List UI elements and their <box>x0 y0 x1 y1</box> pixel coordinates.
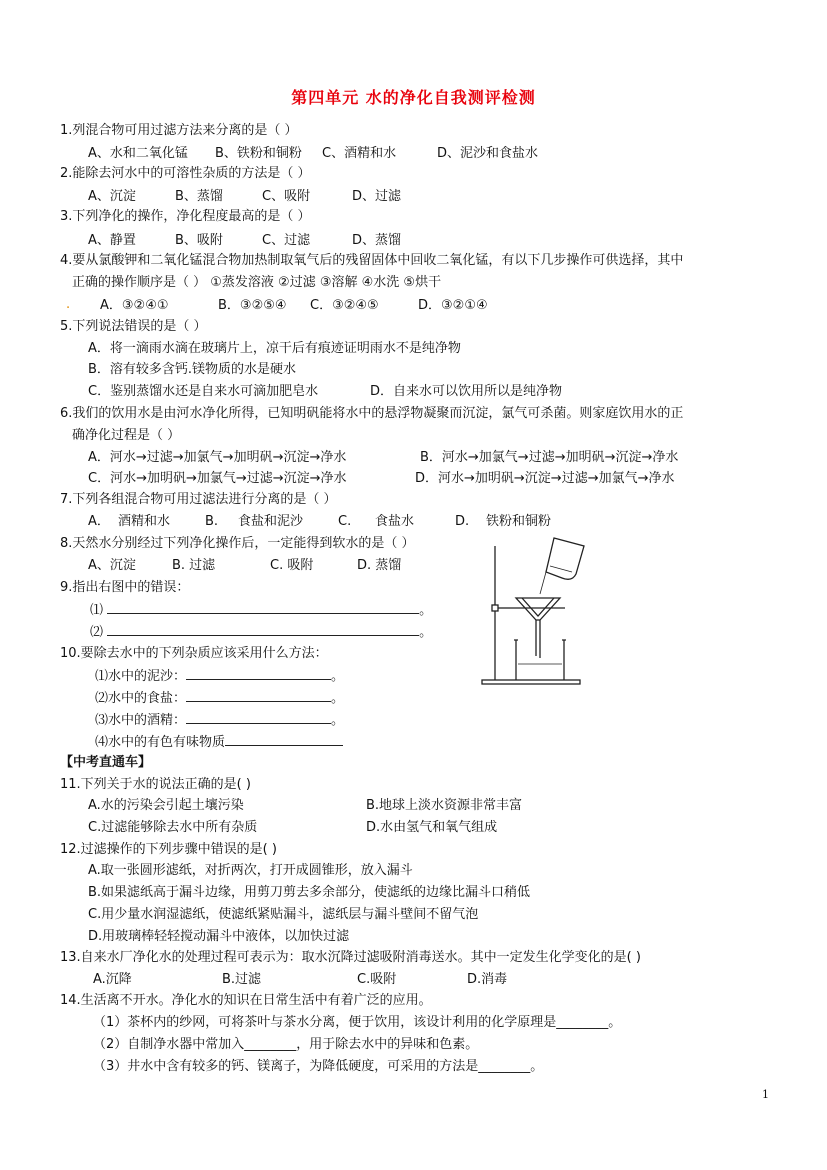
answer-blank[interactable] <box>107 600 419 614</box>
q7-option-c-letter: C. <box>338 514 352 529</box>
q10-part-2-label: ⑵水中的食盐： <box>95 691 187 706</box>
page-title: 第四单元 水的净化自我测评检测 <box>291 88 536 107</box>
question-7-stem: 7.下列各组混合物可用过滤法进行分离的是（ ） <box>60 492 337 507</box>
period: 。 <box>419 603 433 618</box>
q4-option-b: B．③②⑤④ <box>218 298 287 313</box>
q14-part-3: （3）井水中含有较多的钙、镁离子，为降低硬度，可采用的方法是________。 <box>93 1059 544 1074</box>
q5-option-d: D．自来水可以饮用所以是纯净物 <box>370 384 563 399</box>
question-13-stem: 13.自来水厂净化水的处理过程可表示为：取水沉降过滤吸附消毒送水。其中一定发生化学变化的是( ) <box>60 950 641 965</box>
answer-blank[interactable] <box>186 710 331 724</box>
question-8-stem: 8.天然水分别经过下列净化操作后，一定能得到软水的是（ ） <box>60 536 415 551</box>
question-11-stem: 11.下列关于水的说法正确的是( ) <box>60 777 251 792</box>
q9-part-1 <box>90 600 432 619</box>
stand-base <box>482 680 580 684</box>
question-14-stem: 14.生活离不开水。净化水的知识在日常生活中有着广泛的应用。 <box>60 993 432 1008</box>
question-3-stem: 3.下列净化的操作，净化程度最高的是（ ） <box>60 209 311 224</box>
q10-part-4 <box>95 732 343 751</box>
q1-option-c: C、酒精和水 <box>322 146 397 161</box>
q10-part-3-label: ⑶水中的酒精： <box>95 713 187 728</box>
answer-blank[interactable] <box>186 666 331 680</box>
period: 。 <box>331 691 345 706</box>
answer-blank[interactable] <box>186 688 331 702</box>
q5-option-b: B．溶有较多含钙.镁物质的水是硬水 <box>88 362 297 377</box>
q14-part-2: （2）自制净水器中常加入________，用于除去水中的异味和色素。 <box>93 1037 479 1052</box>
q4-option-d: D．③②①④ <box>418 298 488 313</box>
q5-option-a: A．将一滴雨水滴在玻璃片上，凉干后有痕迹证明雨水不是纯净物 <box>88 341 461 356</box>
question-10-stem: 10.要除去水中的下列杂质应该采用什么方法： <box>60 646 328 661</box>
q10-part-3 <box>95 710 344 729</box>
period: 。 <box>331 669 345 684</box>
q1-option-a: A、水和二氧化锰 <box>88 146 188 161</box>
q8-option-d: D. 蒸馏 <box>357 558 402 573</box>
q13-option-c: C.吸附 <box>357 972 397 987</box>
q6-option-b: B．河水→加氯气→过滤→加明矾→沉淀→净水 <box>420 450 679 465</box>
q4-option-a: A．③②④① <box>100 298 169 313</box>
q11-option-b: B.地球上淡水资源非常丰富 <box>366 798 523 813</box>
q9-part-2 <box>90 622 432 641</box>
q7-option-a: 酒精和水 <box>118 514 171 529</box>
question-12-stem: 12.过滤操作的下列步骤中错误的是( ) <box>60 842 277 857</box>
q13-option-d: D.消毒 <box>467 972 508 987</box>
q2-option-a: A、沉淀 <box>88 189 136 204</box>
q12-option-b: B.如果滤纸高于漏斗边缘，用剪刀剪去多余部分，使滤纸的边缘比漏斗口稍低 <box>88 885 531 900</box>
q10-part-4-label: ⑷水中的有色有味物质 <box>95 735 226 750</box>
q2-option-b: B、蒸馏 <box>175 189 223 204</box>
q6-option-a: A．河水→过滤→加氯气→加明矾→沉淀→净水 <box>88 450 347 465</box>
q6-option-d: D．河水→加明矾→沉淀→过滤→加氯气→净水 <box>415 471 675 486</box>
q11-option-a: A.水的污染会引起土壤污染 <box>88 798 244 813</box>
q10-part-2 <box>95 688 344 707</box>
q2-option-d: D、过滤 <box>352 189 402 204</box>
q4-option-c: C．③②④⑤ <box>310 298 379 313</box>
q10-part-1 <box>95 666 344 685</box>
question-6-stem: 6.我们的饮用水是由河水净化所得，已知明矾能将水中的悬浮物凝聚而沉淀，氯气可杀菌。则家庭饮用水的正 <box>60 406 684 421</box>
question-5-stem: 5.下列说法错误的是（ ） <box>60 319 207 334</box>
q7-option-d: 铁粉和铜粉 <box>486 514 552 529</box>
question-4-stem-line2: 正确的操作顺序是（ ） ①蒸发溶液 ②过滤 ③溶解 ④水洗 ⑤烘干 <box>72 275 442 290</box>
q7-option-d-letter: D. <box>455 514 470 529</box>
filter-paper <box>522 598 554 616</box>
question-6-stem-line2: 确净化过程是（ ） <box>72 428 181 443</box>
q12-option-a: A.取一张圆形滤纸，对折两次，打开成圆锥形，放入漏斗 <box>88 863 413 878</box>
q3-option-b: B、吸附 <box>175 233 223 248</box>
glass-rod <box>540 572 546 594</box>
question-4-stem: 4.要从氯酸钾和二氧化锰混合物加热制取氧气后的残留固体中回收二氧化锰，有以下几步操作可供选择，其中 <box>60 253 684 268</box>
filtration-apparatus-diagram <box>480 536 590 688</box>
q8-option-b: B. 过滤 <box>172 558 216 573</box>
question-2-stem: 2.能除去河水中的可溶性杂质的方法是（ ） <box>60 166 311 181</box>
question-1-stem: 1.列混合物可用过滤方法来分离的是（ ） <box>60 123 298 138</box>
q3-option-d: D、蒸馏 <box>352 233 402 248</box>
q12-option-d: D.用玻璃棒轻轻搅动漏斗中液体，以加快过滤 <box>88 929 350 944</box>
q11-option-d: D.水由氢气和氧气组成 <box>366 820 498 835</box>
period: 。 <box>331 713 345 728</box>
q1-option-b: B、铁粉和铜粉 <box>215 146 302 161</box>
q8-option-c: C. 吸附 <box>270 558 314 573</box>
q9-part-2-label: ⑵ <box>90 625 104 640</box>
section-heading: 【中考直通车】 <box>60 755 152 770</box>
q3-option-a: A、静置 <box>88 233 136 248</box>
q9-part-1-label: ⑴ <box>90 603 104 618</box>
q5-option-c: C．鉴别蒸馏水还是自来水可滴加肥皂水 <box>88 384 319 399</box>
q6-option-c: C．河水→加明矾→加氯气→过滤→沉淀→净水 <box>88 471 347 486</box>
page-number: 1 <box>762 1088 769 1101</box>
q8-option-a: A、沉淀 <box>88 558 136 573</box>
q10-part-1-label: ⑴水中的泥沙： <box>95 669 187 684</box>
q7-option-c: 食盐水 <box>375 514 415 529</box>
q1-option-d: D、泥沙和食盐水 <box>437 146 539 161</box>
q7-option-a-letter: A． <box>88 514 110 529</box>
q7-option-b-letter: B. <box>205 514 219 529</box>
q13-option-b: B.过滤 <box>222 972 262 987</box>
q14-part-1: （1）茶杯内的纱网，可将茶叶与茶水分离，便于饮用，该设计利用的化学原理是________。 <box>93 1015 622 1030</box>
q7-option-b: 食盐和泥沙 <box>238 514 304 529</box>
marker-dot: . <box>66 297 71 312</box>
answer-blank[interactable] <box>225 732 343 746</box>
q3-option-c: C、过滤 <box>262 233 311 248</box>
q13-option-a: A.沉降 <box>93 972 132 987</box>
q11-option-c: C.过滤能够除去水中所有杂质 <box>88 820 258 835</box>
answer-blank[interactable] <box>107 622 419 636</box>
pouring-liquid <box>550 566 572 572</box>
q2-option-c: C、吸附 <box>262 189 311 204</box>
clamp-knob <box>492 605 498 611</box>
period: 。 <box>419 625 433 640</box>
q12-option-c: C.用少量水润湿滤纸，使滤纸紧贴漏斗，滤纸层与漏斗壁间不留气泡 <box>88 907 479 922</box>
question-9-stem: 9.指出右图中的错误： <box>60 580 190 595</box>
pouring-beaker <box>546 538 584 579</box>
